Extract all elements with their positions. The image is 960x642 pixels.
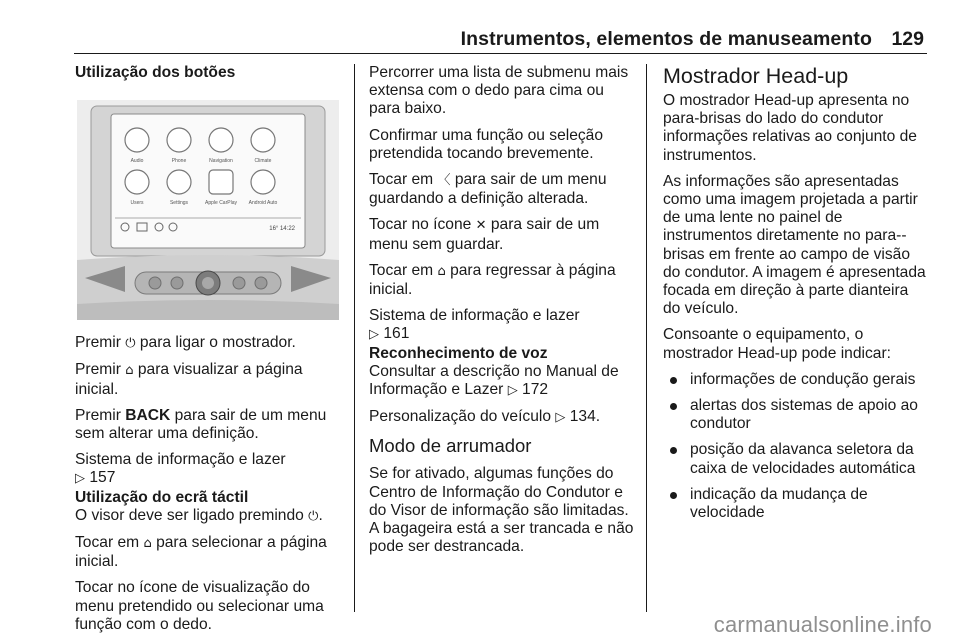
- paragraph: Consultar a descrição no Manual de Informação e Lazer ▷ 172: [369, 363, 637, 400]
- screen-label: Navigation: [209, 158, 233, 165]
- list-item: informações de condução gerais: [663, 371, 929, 389]
- paragraph: O visor deve ser ligado premindo ⏻.: [75, 507, 347, 526]
- paragraph: Premir BACK para sair de um menu sem alterar uma definição.: [75, 406, 327, 443]
- paragraph: Consoante o equipamento, o mostrador Head-up pode indicar:: [663, 326, 891, 362]
- bullet-icon: [670, 403, 677, 410]
- paragraph: Sistema de informação e lazer: [75, 451, 286, 469]
- bullet-icon: [670, 492, 677, 499]
- page-number: 129: [891, 28, 924, 50]
- paragraph: O mostrador Head-up apresenta no para-brisas do lado do condutor informações relativas ao conjunto de instrumentos.: [663, 92, 917, 164]
- section-title: Mostrador Head-up: [663, 64, 849, 88]
- screen-label: Climate: [254, 158, 272, 165]
- dashboard-drawing: [77, 100, 339, 320]
- screen-label: Users: [130, 200, 144, 207]
- bullet-icon: [670, 447, 677, 454]
- home-icon: ⌂: [143, 536, 152, 552]
- paragraph: Percorrer uma lista de submenu mais extensa com o dedo para cima ou para baixo.: [369, 64, 629, 118]
- paragraph: Tocar em ⌂ para regressar à página inicial.: [369, 261, 616, 299]
- paragraph: Tocar em 〈 para sair de um menu guardando a definição alterada.: [369, 171, 607, 208]
- watermark: carmanualsonline.info: [713, 612, 932, 637]
- reference-arrow-icon: ▷: [507, 383, 518, 399]
- header-rule: [74, 53, 927, 54]
- bullet-list: [663, 371, 929, 522]
- paragraph: As informações são apresentadas como uma imagem projetada a partir de uma lente no painel de instrumentos diretamente no para--brisas em frente ao campo de visão do condutor. A imagem é apresentada focada em direção à parte dianteira do veículo.: [663, 172, 926, 318]
- subheading: Utilização do ecrã táctil: [75, 488, 249, 506]
- power-icon: ⏻: [125, 336, 136, 352]
- paragraph: Tocar em ⌂ para selecionar a página inicial.: [75, 534, 327, 571]
- paragraph: Premir ⏻ para ligar o mostrador.: [75, 334, 347, 353]
- paragraph: Premir ⌂ para visualizar a página inicial.: [75, 361, 303, 398]
- cross-reference: ▷ 157: [75, 469, 347, 488]
- paragraph: Sistema de informação e lazer: [369, 307, 580, 325]
- paragraph: Confirmar uma função ou seleção pretendida tocando brevemente.: [369, 126, 604, 162]
- close-icon: ✕: [475, 218, 487, 234]
- paragraph: Tocar no ícone ✕ para sair de um menu sem guardar.: [369, 216, 600, 253]
- bullet-icon: [670, 377, 677, 384]
- column-divider: [354, 64, 355, 612]
- list-item: posição da alavanca seletora da caixa de velocidades automática: [663, 441, 929, 477]
- column-divider: [646, 64, 647, 612]
- column-2: [369, 64, 637, 564]
- list-item: indicação da mudança de velocidade: [663, 486, 929, 522]
- paragraph: Tocar no ícone de visualização do menu pretendido ou selecionar uma função com o dedo.: [75, 579, 324, 633]
- back-chevron-icon: 〈: [437, 173, 451, 189]
- paragraph: Se for ativado, algumas funções do Centro de Informação do Condutor e do Visor de informação são limitadas. A bagageira está a ser trancada e não pode ser destrancada.: [369, 465, 634, 556]
- back-keyword: BACK: [125, 406, 171, 424]
- column-1: [75, 64, 347, 642]
- power-icon: ⏻: [308, 508, 319, 524]
- reference-arrow-icon: ▷: [75, 471, 85, 487]
- screen-clock: 16° 14:22: [269, 226, 295, 233]
- home-icon: ⌂: [437, 263, 446, 279]
- cross-reference: ▷ 161: [369, 325, 637, 344]
- paragraph: Personalização do veículo ▷ 134.: [369, 408, 637, 427]
- section-heading: Utilização dos botões: [75, 64, 236, 81]
- screen-label: Audio: [130, 158, 144, 165]
- page-header: [0, 0, 960, 60]
- list-item: alertas dos sistemas de apoio ao condutor: [663, 397, 929, 433]
- screen-label: Settings: [169, 200, 189, 207]
- subheading: Reconhecimento de voz: [369, 344, 548, 362]
- screen-label: Apple CarPlay: [205, 200, 237, 207]
- home-icon: ⌂: [125, 363, 134, 379]
- infotainment-illustration: [77, 100, 339, 320]
- column-3: [663, 64, 929, 530]
- screen-label: Android Auto: [248, 200, 278, 207]
- reference-arrow-icon: ▷: [555, 410, 566, 426]
- screen-label: Phone: [171, 158, 187, 165]
- reference-arrow-icon: ▷: [369, 327, 379, 343]
- section-heading: Modo de arrumador: [369, 435, 532, 457]
- page-header-title: Instrumentos, elementos de manuseamento: [460, 28, 872, 50]
